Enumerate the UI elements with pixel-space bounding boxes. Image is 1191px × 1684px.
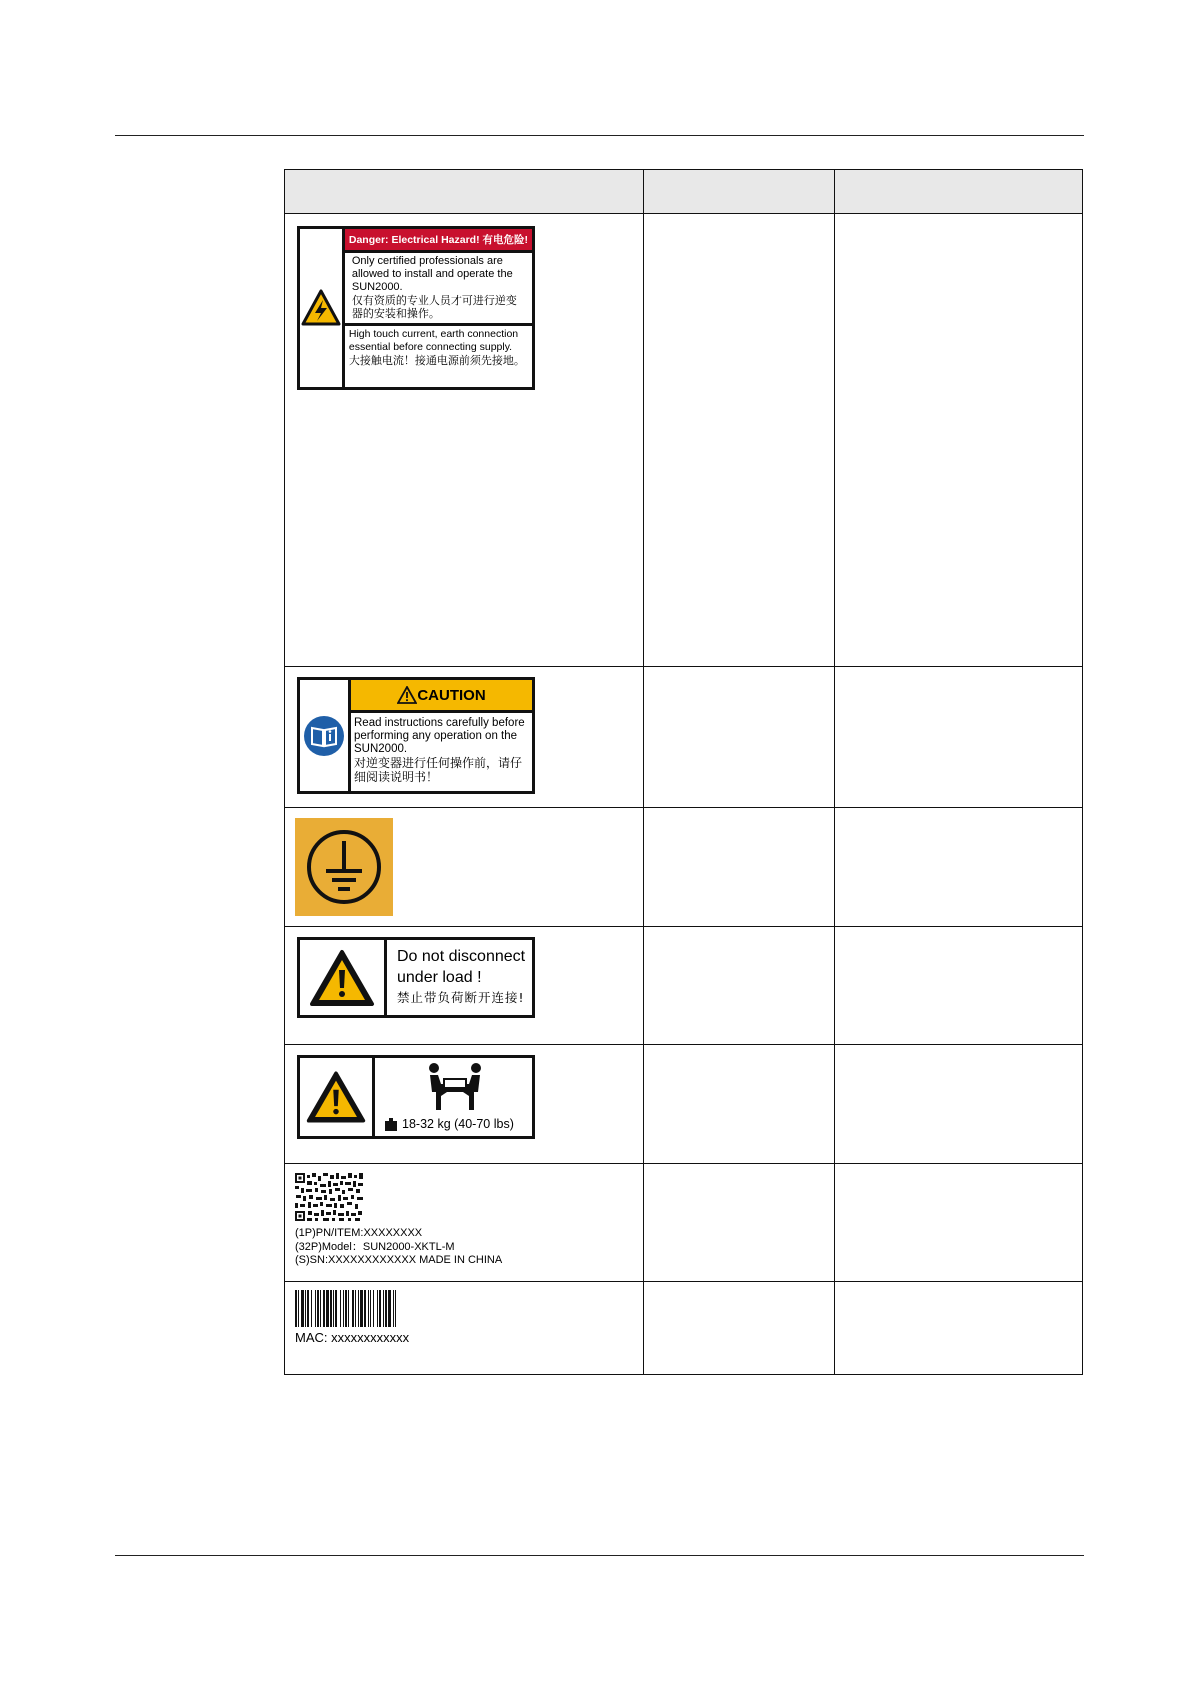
empty-cell xyxy=(835,667,1083,808)
label-cell xyxy=(285,1164,644,1282)
barcode-bar xyxy=(348,1290,349,1327)
barcode-bar xyxy=(326,1290,329,1327)
barcode-bar xyxy=(393,1290,394,1327)
header-cell-2 xyxy=(644,170,835,214)
barcode-bar xyxy=(320,1290,321,1327)
empty-cell xyxy=(644,808,835,927)
danger-title: Danger: Electrical Hazard! 有电危险! xyxy=(345,229,532,253)
empty-cell xyxy=(835,214,1083,667)
caution-triangle-icon xyxy=(397,686,417,704)
barcode-bar xyxy=(352,1290,354,1327)
barcode-bar xyxy=(370,1290,371,1327)
danger-label xyxy=(297,226,535,390)
table-header-row xyxy=(285,170,1083,214)
table-row xyxy=(285,808,1083,927)
barcode-bar xyxy=(379,1290,381,1327)
empty-cell xyxy=(644,1045,835,1164)
barcode-bar xyxy=(343,1290,344,1327)
barcode-bar xyxy=(385,1290,387,1327)
danger-text-2-zh: 大接触电流！接通电源前须先接地。 xyxy=(348,354,525,367)
empty-cell xyxy=(835,1045,1083,1164)
barcode-bar xyxy=(373,1290,374,1327)
label-cell xyxy=(285,214,644,667)
no-disconnect-line-2: under load ! xyxy=(397,969,482,986)
barcode-bar xyxy=(333,1290,334,1327)
read-manual-icon xyxy=(303,715,345,757)
barcode-bar xyxy=(311,1290,312,1327)
no-disconnect-line-1: Do not disconnect xyxy=(397,948,526,965)
danger-text-2-en: High touch current, earth connection essential before connecting supply. xyxy=(348,328,519,353)
protective-earth-icon xyxy=(304,827,384,907)
header-cell-3 xyxy=(835,170,1083,214)
ground-label xyxy=(295,818,393,916)
heavy-load-label xyxy=(297,1055,535,1139)
barcode-bar xyxy=(315,1290,316,1327)
header-cell-1 xyxy=(285,170,644,214)
barcode-bar xyxy=(335,1290,337,1327)
barcode-bar xyxy=(377,1290,378,1327)
barcode-bar xyxy=(301,1290,304,1327)
barcode-bar xyxy=(323,1290,325,1327)
empty-cell xyxy=(644,1164,835,1282)
barcode-bar xyxy=(317,1290,319,1327)
table-row xyxy=(285,1164,1083,1282)
barcode-icon xyxy=(295,1290,438,1327)
qr-info-line-2: (32P)Model：SUN2000-XKTL-M xyxy=(295,1240,455,1253)
table-row xyxy=(285,667,1083,808)
empty-cell xyxy=(644,1282,835,1375)
empty-cell xyxy=(835,927,1083,1045)
empty-cell xyxy=(835,1164,1083,1282)
barcode-bar xyxy=(383,1290,384,1327)
barcode-bar xyxy=(330,1290,332,1327)
caution-text-en: Read instructions carefully before performing any operation on the SUN2000. xyxy=(354,717,525,755)
label-cell xyxy=(285,927,644,1045)
labels-table xyxy=(284,169,1083,1375)
label-cell xyxy=(285,667,644,808)
warning-triangle-icon xyxy=(305,1069,367,1125)
barcode-bar xyxy=(360,1290,363,1327)
table-row xyxy=(285,927,1083,1045)
barcode-bar xyxy=(307,1290,309,1327)
header-rule xyxy=(115,135,1084,136)
barcode-bar xyxy=(295,1290,297,1327)
label-cell xyxy=(285,1282,644,1375)
empty-cell xyxy=(835,1282,1083,1375)
qr-code-icon xyxy=(295,1173,363,1221)
danger-text-1-zh: 仅有资质的专业人员才可进行逆变器的安装和操作。 xyxy=(351,294,517,320)
barcode-bar xyxy=(355,1290,356,1327)
high-voltage-warning-icon xyxy=(301,289,341,327)
barcode-bar xyxy=(364,1290,366,1327)
footer-rule xyxy=(115,1555,1084,1556)
warning-triangle-icon xyxy=(308,948,376,1008)
empty-cell xyxy=(835,808,1083,927)
barcode-bar xyxy=(298,1290,299,1327)
danger-text-1-en: Only certified professionals are allowed to install and operate the SUN2000. xyxy=(351,255,513,293)
two-person-lift-icon xyxy=(425,1062,485,1112)
table-row xyxy=(285,1282,1083,1375)
empty-cell xyxy=(644,667,835,808)
label-cell xyxy=(285,808,644,927)
empty-cell xyxy=(644,927,835,1045)
weight-text: 18-32 kg (40-70 lbs) xyxy=(402,1117,514,1131)
barcode-bar xyxy=(395,1290,396,1327)
qr-info-line-3: (S)SN:XXXXXXXXXXXX MADE IN CHINA xyxy=(295,1254,503,1266)
qr-info-line-1: (1P)PN/ITEM:XXXXXXXX xyxy=(295,1227,423,1239)
mac-address: MAC: xxxxxxxxxxxx xyxy=(295,1330,410,1345)
no-disconnect-zh: 禁止带负荷断开连接! xyxy=(397,990,525,1005)
barcode-bar xyxy=(358,1290,359,1327)
barcode-bar xyxy=(340,1290,341,1327)
do-not-disconnect-label xyxy=(297,937,535,1018)
empty-cell xyxy=(644,214,835,667)
caution-label xyxy=(297,677,535,794)
barcode-bar xyxy=(305,1290,306,1327)
table-row xyxy=(285,214,1083,667)
table-row xyxy=(285,1045,1083,1164)
label-cell xyxy=(285,1045,644,1164)
caution-text-zh: 对逆变器进行任何操作前，请仔细阅读说明书！ xyxy=(354,756,523,784)
barcode-bar xyxy=(388,1290,391,1327)
weight-icon xyxy=(385,1118,397,1131)
barcode-bar xyxy=(368,1290,369,1327)
barcode-bar xyxy=(345,1290,347,1327)
caution-title: CAUTION xyxy=(417,686,486,704)
